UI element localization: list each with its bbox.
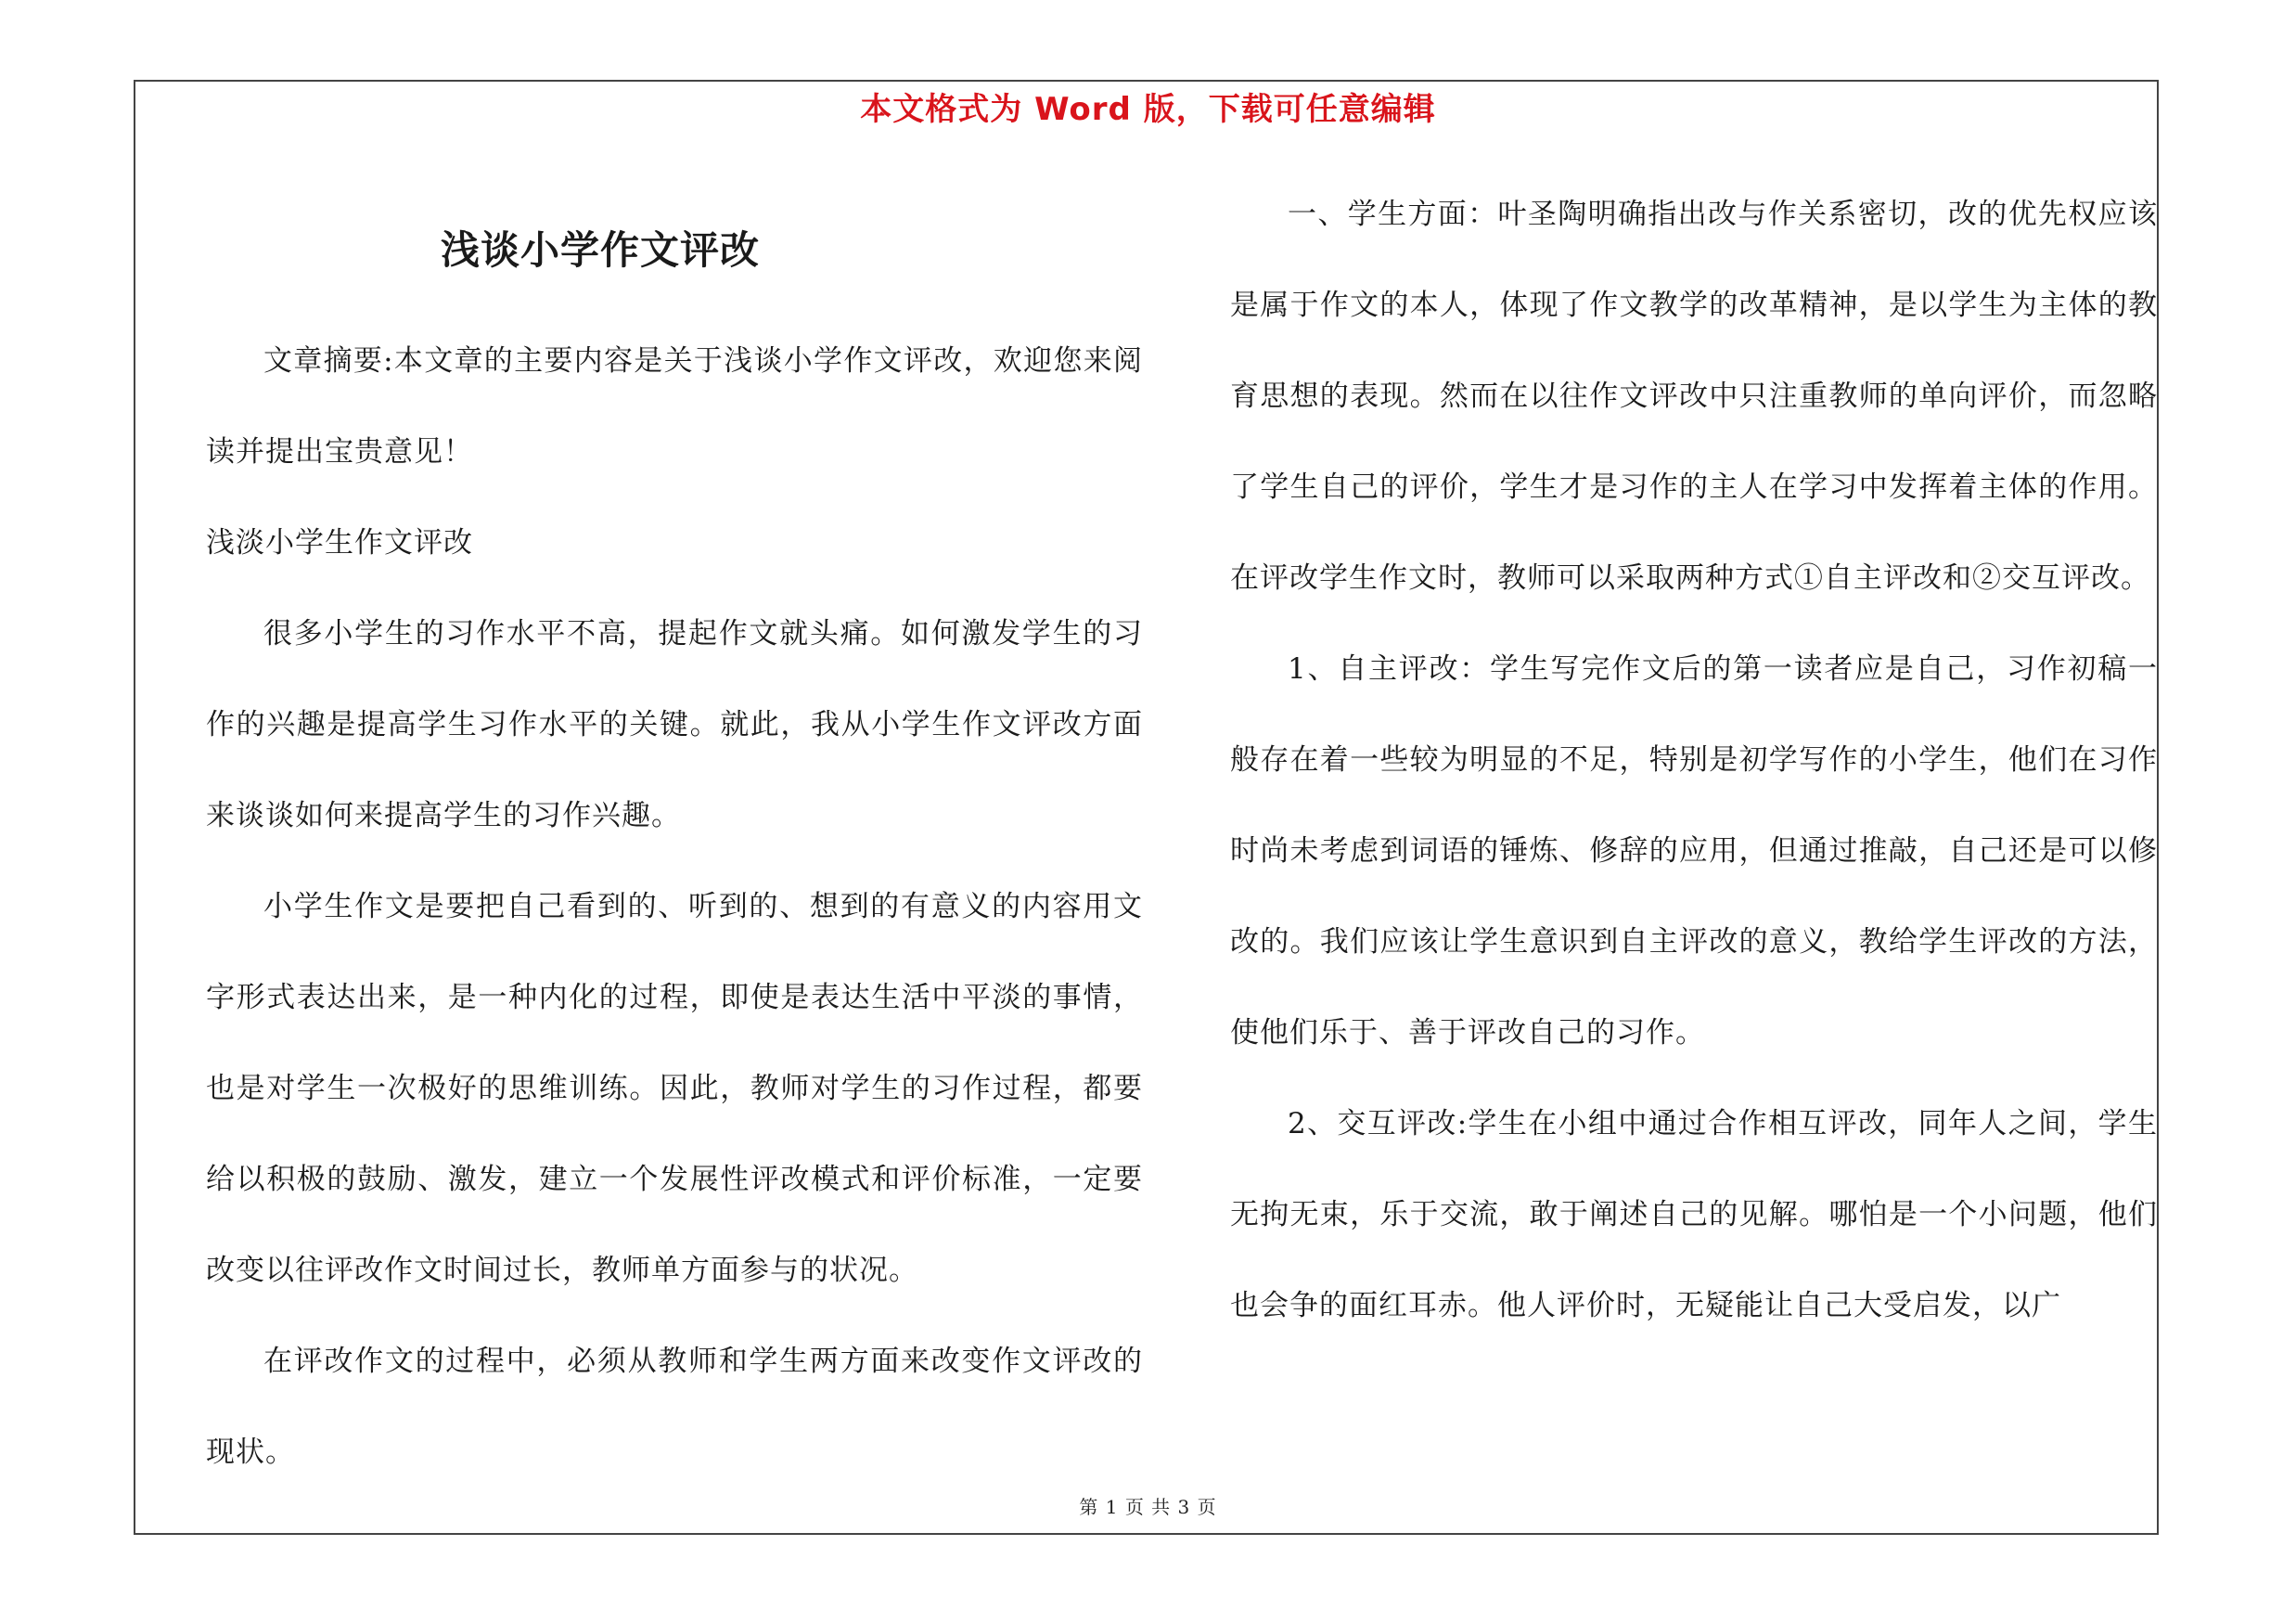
subtitle: 浅淡小学生作文评改 [206, 526, 473, 560]
right-column [1230, 169, 2158, 1351]
abstract-paragraph: 文章摘要:本文章的主要内容是关于浅谈小学作文评改，欢迎您来阅读并提出宝贵意见！ [206, 344, 1143, 469]
right-paragraph-1: 一、学生方面：叶圣陶明确指出改与作关系密切，改的优先权应该是属于作文的本人，体现了作文教学的改革精神，是以学生为主体的教育思想的表现。然而在以往作文评改中只注重教师的单向评价，而忽略了学生自己的评价，学生才是习作的主人在学习中发挥着主体的作用。在评改学生作文时，教师可以采取两种方式①自主评改和②交互评改。 [1230, 198, 2158, 595]
left-column [206, 186, 1143, 1498]
page-footer: 第 1 页 共 3 页 [1079, 1496, 1217, 1518]
format-banner: 本文格式为 Word 版，下载可任意编辑 [860, 91, 1436, 128]
right-paragraph-3: 2、交互评改:学生在小组中通过合作相互评改，同年人之间，学生无拘无束，乐于交流，敢于阐述自己的见解。哪怕是一个小问题，他们也会争的面红耳赤。他人评价时，无疑能让自己大受启发，以广 [1230, 1107, 2158, 1322]
left-paragraph-1: 很多小学生的习作水平不高，提起作文就头痛。如何激发学生的习作的兴趣是提高学生习作水平的关键。就此，我从小学生作文评改方面来谈谈如何来提高学生的习作兴趣。 [206, 617, 1143, 832]
left-paragraph-3: 在评改作文的过程中，必须从教师和学生两方面来改变作文评改的现状。 [206, 1345, 1143, 1469]
right-paragraph-2: 1、自主评改：学生写完作文后的第一读者应是自己，习作初稿一般存在着一些较为明显的不足，特别是初学写作的小学生，他们在习作时尚未考虑到词语的锤炼、修辞的应用，但通过推敲，自己还是可以修改的。我们应该让学生意识到自主评改的意义，教给学生评改的方法，使他们乐于、善于评改自己的习作。 [1230, 652, 2158, 1050]
article-title [206, 204, 1143, 297]
article-title-text: 浅谈小学作文评改 [440, 227, 760, 273]
left-paragraph-2: 小学生作文是要把自己看到的、听到的、想到的有意义的内容用文字形式表达出来，是一种内化的过程，即使是表达生活中平淡的事情，也是对学生一次极好的思维训练。因此，教师对学生的习作过程，都要给以积极的鼓励、激发，建立一个发展性评改模式和评价标准，一定要改变以往评改作文时间过长，教师单方面参与的状况。 [206, 890, 1143, 1287]
